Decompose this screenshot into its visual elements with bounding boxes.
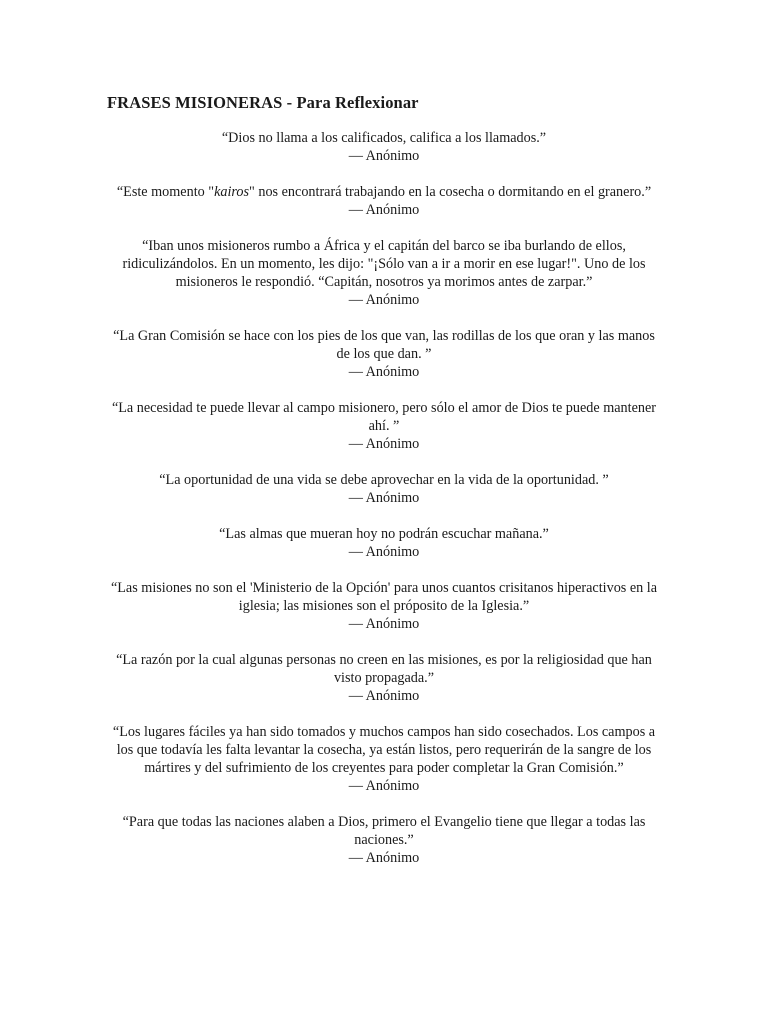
quote-author: — Anónimo (348, 202, 420, 218)
quote-text: “La Gran Comisión se hace con los pies de los que van, las rodillas de los que oran y las manos de los que dan. ” (113, 328, 655, 362)
quote-text-part: “Este momento " (116, 184, 215, 200)
quote-item (106, 237, 662, 309)
quote-item (106, 579, 662, 633)
quote-item (106, 399, 662, 453)
quote-text: “La oportunidad de una vida se debe aprovechar en la vida de la oportunidad. ” (159, 472, 609, 488)
quote-item (106, 327, 662, 381)
quote-item (106, 129, 662, 165)
quote-text: “La razón por la cual algunas personas no creen en las misiones, es por la religiosidad que han visto propagada.” (116, 652, 652, 686)
quote-item (106, 723, 662, 795)
quote-text: “Para que todas las naciones alaben a Dios, primero el Evangelio tiene que llegar a todas las naciones.” (122, 814, 646, 848)
quote-text: “Las almas que mueran hoy no podrán escuchar mañana.” (219, 526, 549, 542)
quote-author: — Anónimo (348, 850, 420, 866)
quote-text-emphasis: kairos (214, 184, 250, 200)
quote-text-part: " nos encontrará trabajando en la cosecha o dormitando en el granero.” (249, 184, 652, 200)
quote-item (106, 651, 662, 705)
quote-item (106, 525, 662, 561)
quote-text (106, 183, 662, 201)
quote-author: — Anónimo (348, 148, 420, 164)
quote-author: — Anónimo (348, 490, 420, 506)
quote-list (106, 129, 662, 885)
quote-text: “Las misiones no son el 'Ministerio de la Opción' para unos cuantos crisitanos hiperactivos en la iglesia; las misiones son el próposito de la Iglesia.” (110, 580, 658, 614)
quote-author: — Anónimo (348, 364, 420, 380)
quote-author: — Anónimo (348, 292, 420, 308)
quote-author: — Anónimo (348, 778, 420, 794)
quote-text: “Dios no llama a los calificados, califica a los llamados.” (221, 130, 547, 146)
quote-text: “La necesidad te puede llevar al campo misionero, pero sólo el amor de Dios te puede mantener ahí. ” (111, 400, 657, 434)
quote-author: — Anónimo (348, 616, 420, 632)
quote-item (106, 471, 662, 507)
quote-text: “Iban unos misioneros rumbo a África y el capitán del barco se iba burlando de ellos, ridiculizándolos. En un momento, les dijo: "¡Sólo van a ir a morir en ese lugar!". Uno de los misioneros le respondió. “Capitán, nosotros ya morimos antes de zarpar.” (122, 238, 646, 290)
document-title: FRASES MISIONERAS - Para Reflexionar (107, 93, 419, 112)
quote-author: — Anónimo (348, 544, 420, 560)
quote-item (106, 183, 662, 219)
quote-item (106, 813, 662, 867)
quote-author: — Anónimo (348, 688, 420, 704)
quote-author: — Anónimo (348, 436, 420, 452)
quote-text: “Los lugares fáciles ya han sido tomados y muchos campos han sido cosechados. Los campos a los que todavía les falta levantar la cosecha, ya están listos, pero requerirán de la sangre de los mártires y del sufrimiento de los creyentes para poder completar la Gran Comisión.” (112, 724, 656, 776)
